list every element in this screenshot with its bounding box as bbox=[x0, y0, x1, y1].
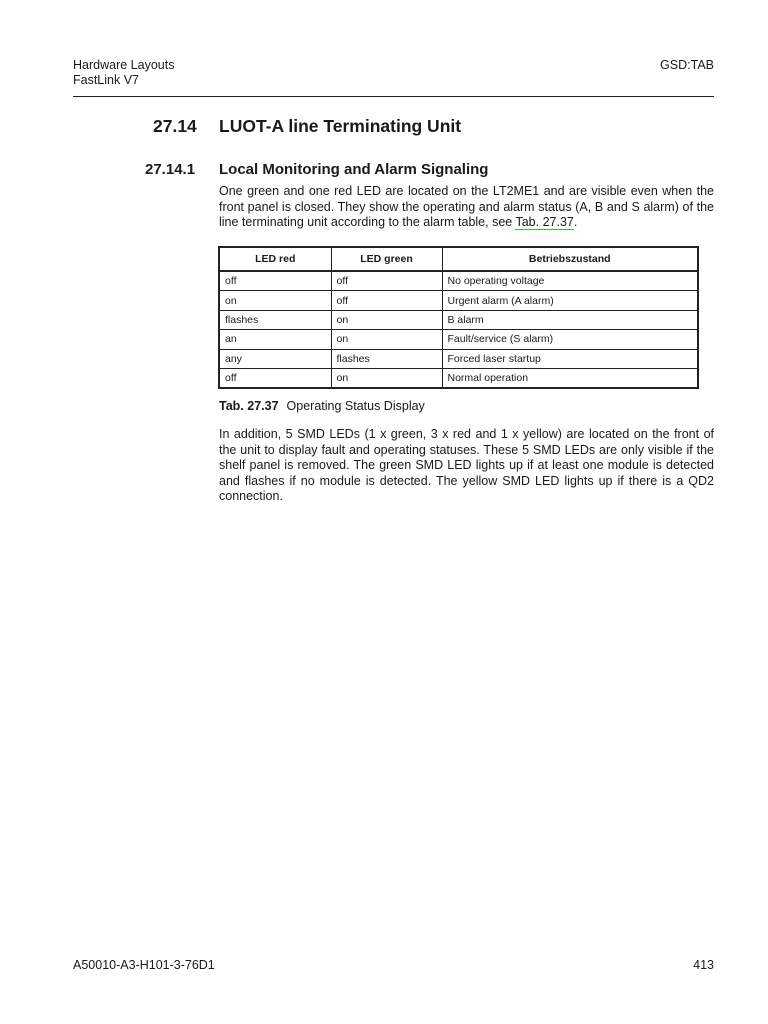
subsection-title: Local Monitoring and Alarm Signaling bbox=[219, 161, 489, 178]
table-cell: B alarm bbox=[442, 310, 698, 329]
table-cell: off bbox=[331, 271, 442, 291]
table-row bbox=[219, 271, 698, 291]
column-header: LED green bbox=[331, 247, 442, 271]
page-number: 413 bbox=[693, 958, 714, 972]
table-header-row bbox=[219, 247, 698, 271]
intro-paragraph bbox=[219, 184, 714, 231]
table-row bbox=[219, 291, 698, 310]
table-cell: Urgent alarm (A alarm) bbox=[442, 291, 698, 310]
table-caption bbox=[219, 399, 425, 414]
table-cell: Fault/service (S alarm) bbox=[442, 330, 698, 349]
table-cell: off bbox=[331, 291, 442, 310]
footer-doc-id: A50010-A3-H101-3-76D1 bbox=[73, 958, 215, 972]
table-cell: Normal operation bbox=[442, 368, 698, 388]
table-cell: off bbox=[219, 271, 331, 291]
section-number: 27.14 bbox=[153, 116, 197, 136]
header-chapter: Hardware Layouts bbox=[73, 58, 175, 72]
intro-text: One green and one red LED are located on the LT2ME1 and are visible even when the front panel is closed. They show the operating and alarm status (A, B and S alarm) of the line terminating unit according to the alarm table, see bbox=[219, 184, 714, 230]
table-row bbox=[219, 349, 698, 368]
table-row bbox=[219, 368, 698, 388]
table-cell: flashes bbox=[331, 349, 442, 368]
column-header: Betriebszustand bbox=[442, 247, 698, 271]
header-doc-code: GSD:TAB bbox=[660, 58, 714, 72]
table-cell: flashes bbox=[219, 310, 331, 329]
section-title: LUOT-A line Terminating Unit bbox=[219, 116, 462, 136]
caption-label: Tab. 27.37 bbox=[219, 399, 279, 413]
subsection-number: 27.14.1 bbox=[145, 161, 196, 178]
table-cell: Forced laser startup bbox=[442, 349, 698, 368]
operating-status-table bbox=[218, 246, 699, 389]
table-cell: on bbox=[331, 368, 442, 388]
table-cell: off bbox=[219, 368, 331, 388]
caption-text: Operating Status Display bbox=[286, 399, 425, 413]
running-header bbox=[73, 58, 174, 88]
table-row bbox=[219, 310, 698, 329]
table-cell: an bbox=[219, 330, 331, 349]
table-cell: on bbox=[331, 310, 442, 329]
table-cell: No operating voltage bbox=[442, 271, 698, 291]
table-reference-link[interactable]: Tab. 27.37 bbox=[515, 215, 574, 230]
table-row bbox=[219, 330, 698, 349]
table-cell: on bbox=[219, 291, 331, 310]
smd-led-paragraph: In addition, 5 SMD LEDs (1 x green, 3 x red and 1 x yellow) are located on the front of the unit to display fault and operating statuses. These 5 SMD LEDs are only visible if the shelf panel is removed. The green SMD LED lights up if at least one module is detected and flashes if no module is detected. The yellow SMD LED lights up if there is a QD2 connection. bbox=[219, 427, 714, 504]
column-header: LED red bbox=[219, 247, 331, 271]
intro-text-end: . bbox=[573, 215, 578, 230]
header-divider bbox=[73, 96, 714, 97]
table-cell: on bbox=[331, 330, 442, 349]
header-product: FastLink V7 bbox=[73, 73, 140, 87]
table-cell: any bbox=[219, 349, 331, 368]
